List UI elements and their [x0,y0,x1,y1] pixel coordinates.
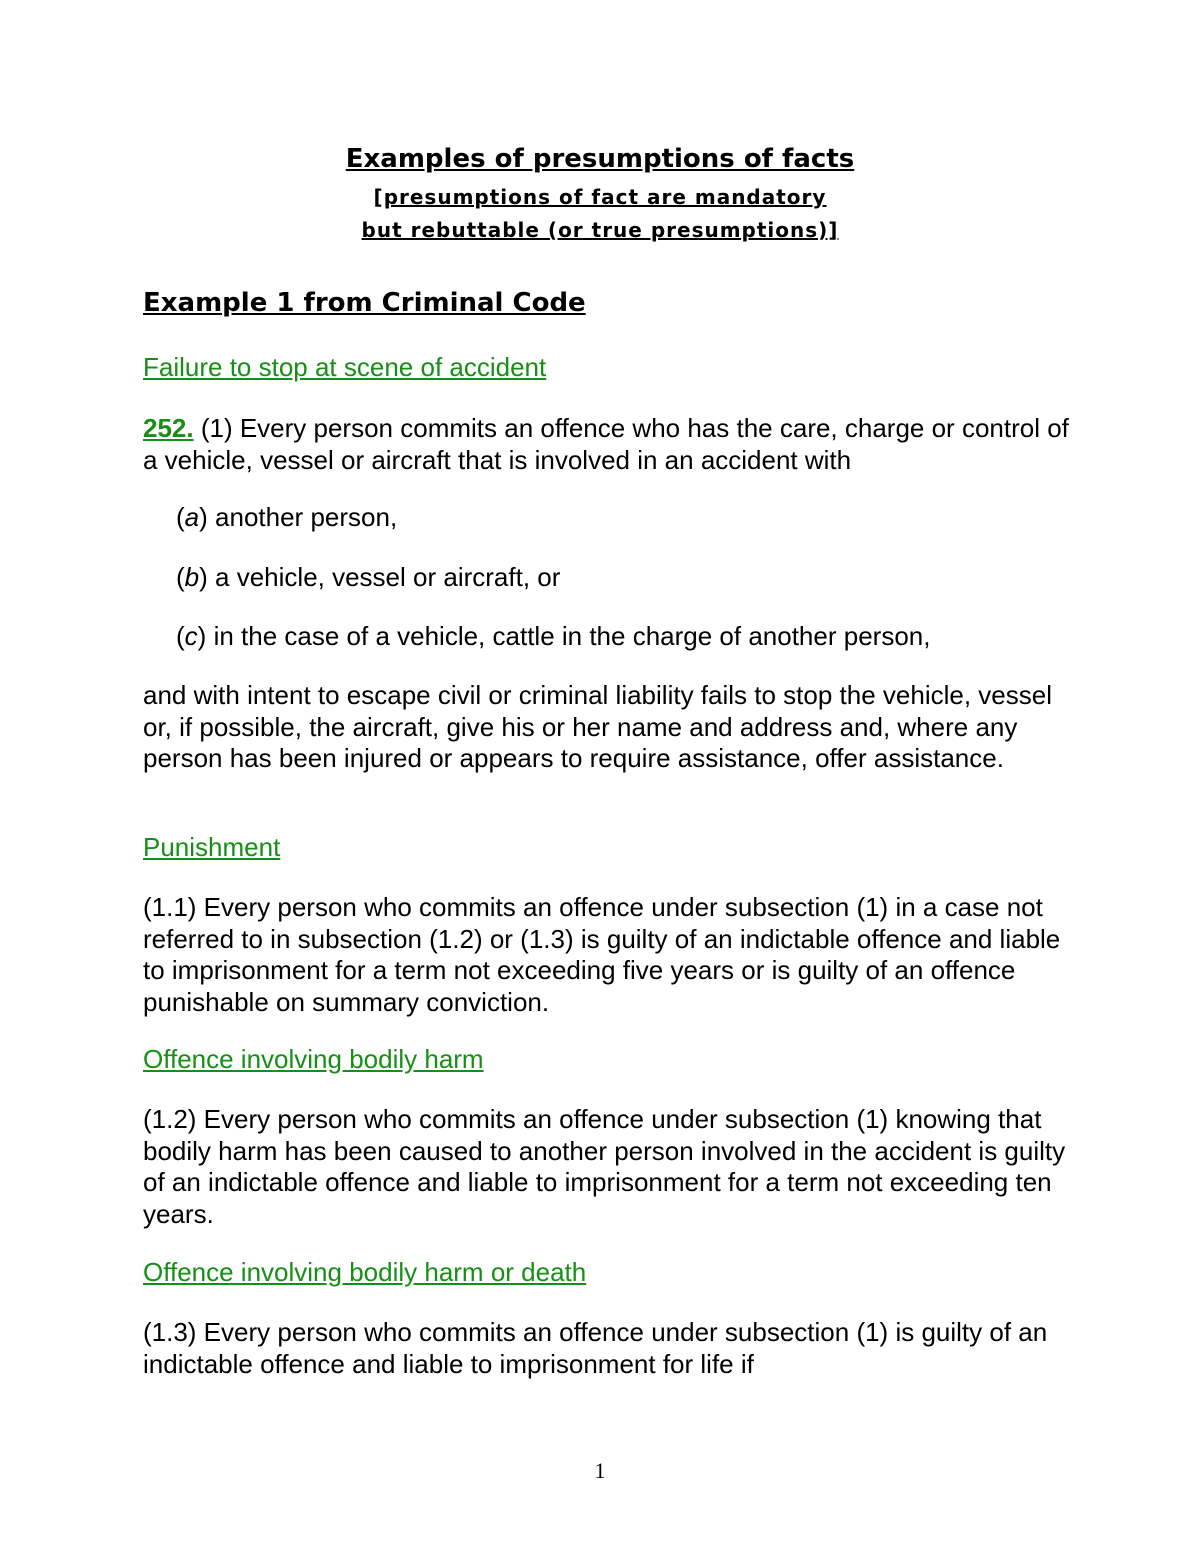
bodily-harm-paragraph: (1.2) Every person who commits an offence under subsection (1) knowing that bodily harm has been caused to another person involved in the accident is guilty of an indictable offence and liable to imprisonment for a term not exceeding ten years. [143,1104,1066,1229]
list-item-text: another person, [207,502,398,532]
section-252-intro [143,413,1073,476]
page-number: 1 [594,1458,606,1483]
document-subtitle-line-1: [presumptions of fact are mandatory [373,185,827,209]
list-item: (b) a vehicle, vessel or aircraft, or [176,562,561,592]
section-heading-bodily-harm: Offence involving bodily harm [143,1044,484,1074]
list-item-text: a vehicle, vessel or aircraft, or [207,562,561,592]
list-item-text: in the case of a vehicle, cattle in the charge of another person, [206,621,931,651]
section-252-closing: and with intent to escape civil or criminal liability fails to stop the vehicle, vessel or, if possible, the aircraft, give his or her name and address and, where any person has been injured or appears to require assistance, offer assistance. [143,680,1052,773]
list-item: (c) in the case of a vehicle, cattle in the charge of another person, [176,621,931,651]
document-title: Examples of presumptions of facts [345,144,855,174]
section-heading-bodily-harm-death: Offence involving bodily harm or death [143,1257,587,1287]
section-number: 252. [143,413,194,443]
section-252-intro-text: (1) Every person commits an offence who has the care, charge or control of a vehicle, vessel or aircraft that is involved in an accident with [143,413,1069,475]
list-item-label: a [184,502,200,532]
list-item-label: b [184,562,200,592]
bodily-harm-death-paragraph: (1.3) Every person who commits an offence under subsection (1) is guilty of an indictable offence and liable to imprisonment for life if [143,1317,1048,1379]
example-heading: Example 1 from Criminal Code [143,288,586,318]
list-item: (a) another person, [176,502,398,532]
document-subtitle-line-2: but rebuttable (or true presumptions)] [361,218,839,242]
section-heading-punishment: Punishment [143,832,281,862]
punishment-paragraph: (1.1) Every person who commits an offence under subsection (1) in a case not referred to in subsection (1.2) or (1.3) is guilty of an indictable offence and liable to imprisonment for a term not exceeding five years or is guilty of an offence punishable on summary conviction. [143,892,1061,1017]
section-heading-failure-to-stop: Failure to stop at scene of accident [143,352,547,382]
list-item-label: c [184,621,198,651]
